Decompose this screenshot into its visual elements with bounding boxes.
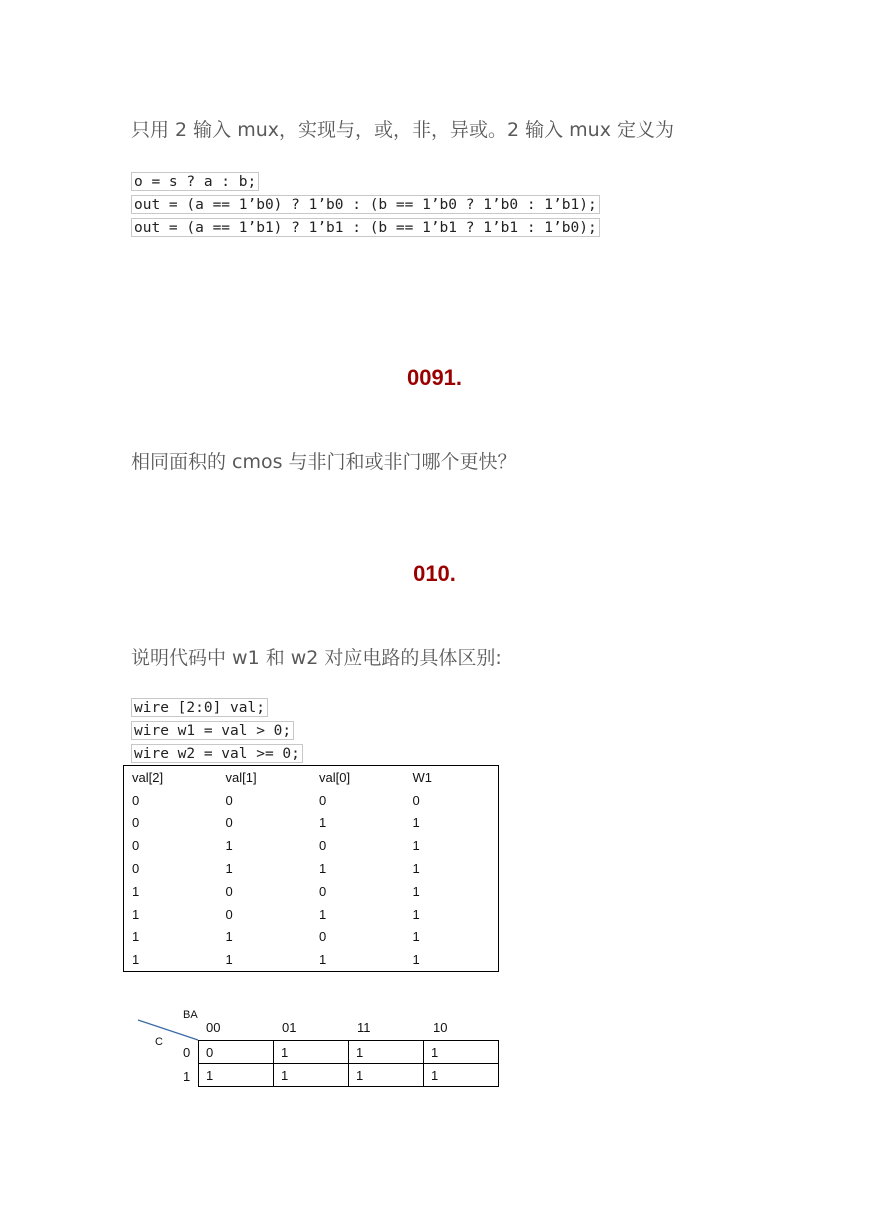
table-cell: 0 — [225, 815, 233, 831]
table-cell: 1 — [318, 906, 327, 922]
table-cell: 0 — [132, 792, 140, 808]
code-line: wire w2 = val >= 0; — [131, 744, 303, 763]
table-row — [124, 903, 499, 926]
table-cell: 0 — [318, 792, 327, 808]
table-header-row — [124, 766, 499, 789]
table-header-cell: val[1] — [225, 769, 257, 785]
table-cell: 0 — [225, 883, 233, 899]
section-heading: 0091. — [406, 365, 463, 390]
kmap-cell: 1 — [274, 1064, 349, 1087]
karnaugh-map — [198, 1040, 499, 1087]
kmap-row-var: C — [155, 1036, 163, 1048]
kmap-col-header: 10 — [433, 1020, 448, 1035]
table-cell: 0 — [318, 929, 327, 945]
table-row — [124, 880, 499, 903]
table-cell: 1 — [225, 838, 233, 854]
table-row — [124, 926, 499, 949]
table-cell: 1 — [225, 861, 233, 877]
kmap-row — [199, 1041, 499, 1064]
table-row — [124, 812, 499, 835]
table-cell: 1 — [318, 861, 327, 877]
table-cell: 1 — [132, 929, 140, 945]
table-header-cell: val[2] — [132, 769, 164, 785]
code-line: out = (a == 1’b0) ? 1’b0 : (b == 1’b0 ? 1’b0 : 1’b1); — [131, 195, 600, 214]
kmap-cell: 1 — [349, 1064, 424, 1087]
table-cell: 1 — [412, 906, 420, 922]
table-cell: 1 — [318, 952, 327, 968]
table-cell: 1 — [412, 861, 420, 877]
table-cell: 1 — [412, 929, 420, 945]
intro-text: 只用 2 输入 mux，实现与，或，非，异或。2 输入 mux 定义为 — [131, 119, 675, 141]
table-row — [124, 789, 499, 812]
kmap-row-header: 0 — [183, 1045, 191, 1060]
table-header-cell: W1 — [412, 769, 432, 785]
kmap-col-header: 01 — [282, 1020, 297, 1035]
kmap-row-header: 1 — [183, 1069, 191, 1084]
table-cell: 1 — [412, 883, 420, 899]
table-cell: 0 — [132, 861, 140, 877]
table-cell: 0 — [412, 792, 420, 808]
table-cell: 1 — [132, 906, 140, 922]
kmap-cell: 1 — [424, 1041, 499, 1064]
table-cell: 1 — [318, 815, 327, 831]
table-cell: 0 — [318, 883, 327, 899]
kmap-col-header: 00 — [206, 1020, 221, 1035]
kmap-col-var: BA — [183, 1009, 198, 1021]
table-cell: 1 — [132, 883, 140, 899]
table-cell: 0 — [132, 815, 140, 831]
kmap-col-header: 11 — [357, 1020, 371, 1035]
section-heading: 010. — [413, 561, 456, 586]
kmap-cell: 1 — [349, 1041, 424, 1064]
kmap-cell: 0 — [199, 1041, 274, 1064]
table-header-cell: val[0] — [318, 769, 351, 785]
code-line: out = (a == 1’b1) ? 1’b1 : (b == 1’b1 ? 1’b1 : 1’b0); — [131, 218, 600, 237]
table-cell: 0 — [132, 838, 140, 854]
table-cell: 0 — [225, 792, 233, 808]
table-cell: 1 — [225, 929, 233, 945]
truth-table — [123, 765, 499, 972]
table-cell: 1 — [225, 952, 233, 968]
question-text: 说明代码中 w1 和 w2 对应电路的具体区别: — [131, 647, 502, 669]
table-cell: 1 — [132, 952, 140, 968]
table-row — [124, 834, 499, 857]
table-cell: 0 — [318, 838, 327, 854]
question-text: 相同面积的 cmos 与非门和或非门哪个更快？ — [131, 451, 517, 473]
table-cell: 0 — [225, 906, 233, 922]
table-row — [124, 857, 499, 880]
kmap-cell: 1 — [424, 1064, 499, 1087]
kmap-row — [199, 1064, 499, 1087]
kmap-cell: 1 — [274, 1041, 349, 1064]
table-cell: 1 — [412, 838, 420, 854]
table-cell: 1 — [412, 815, 420, 831]
table-cell: 1 — [412, 952, 420, 968]
kmap-cell: 1 — [199, 1064, 274, 1087]
table-row — [124, 948, 499, 971]
code-line: wire w1 = val > 0; — [131, 721, 294, 740]
kmap-diagonal-line — [136, 1018, 200, 1042]
code-line: wire [2:0] val; — [131, 698, 268, 717]
code-line: o = s ? a : b; — [131, 172, 259, 191]
